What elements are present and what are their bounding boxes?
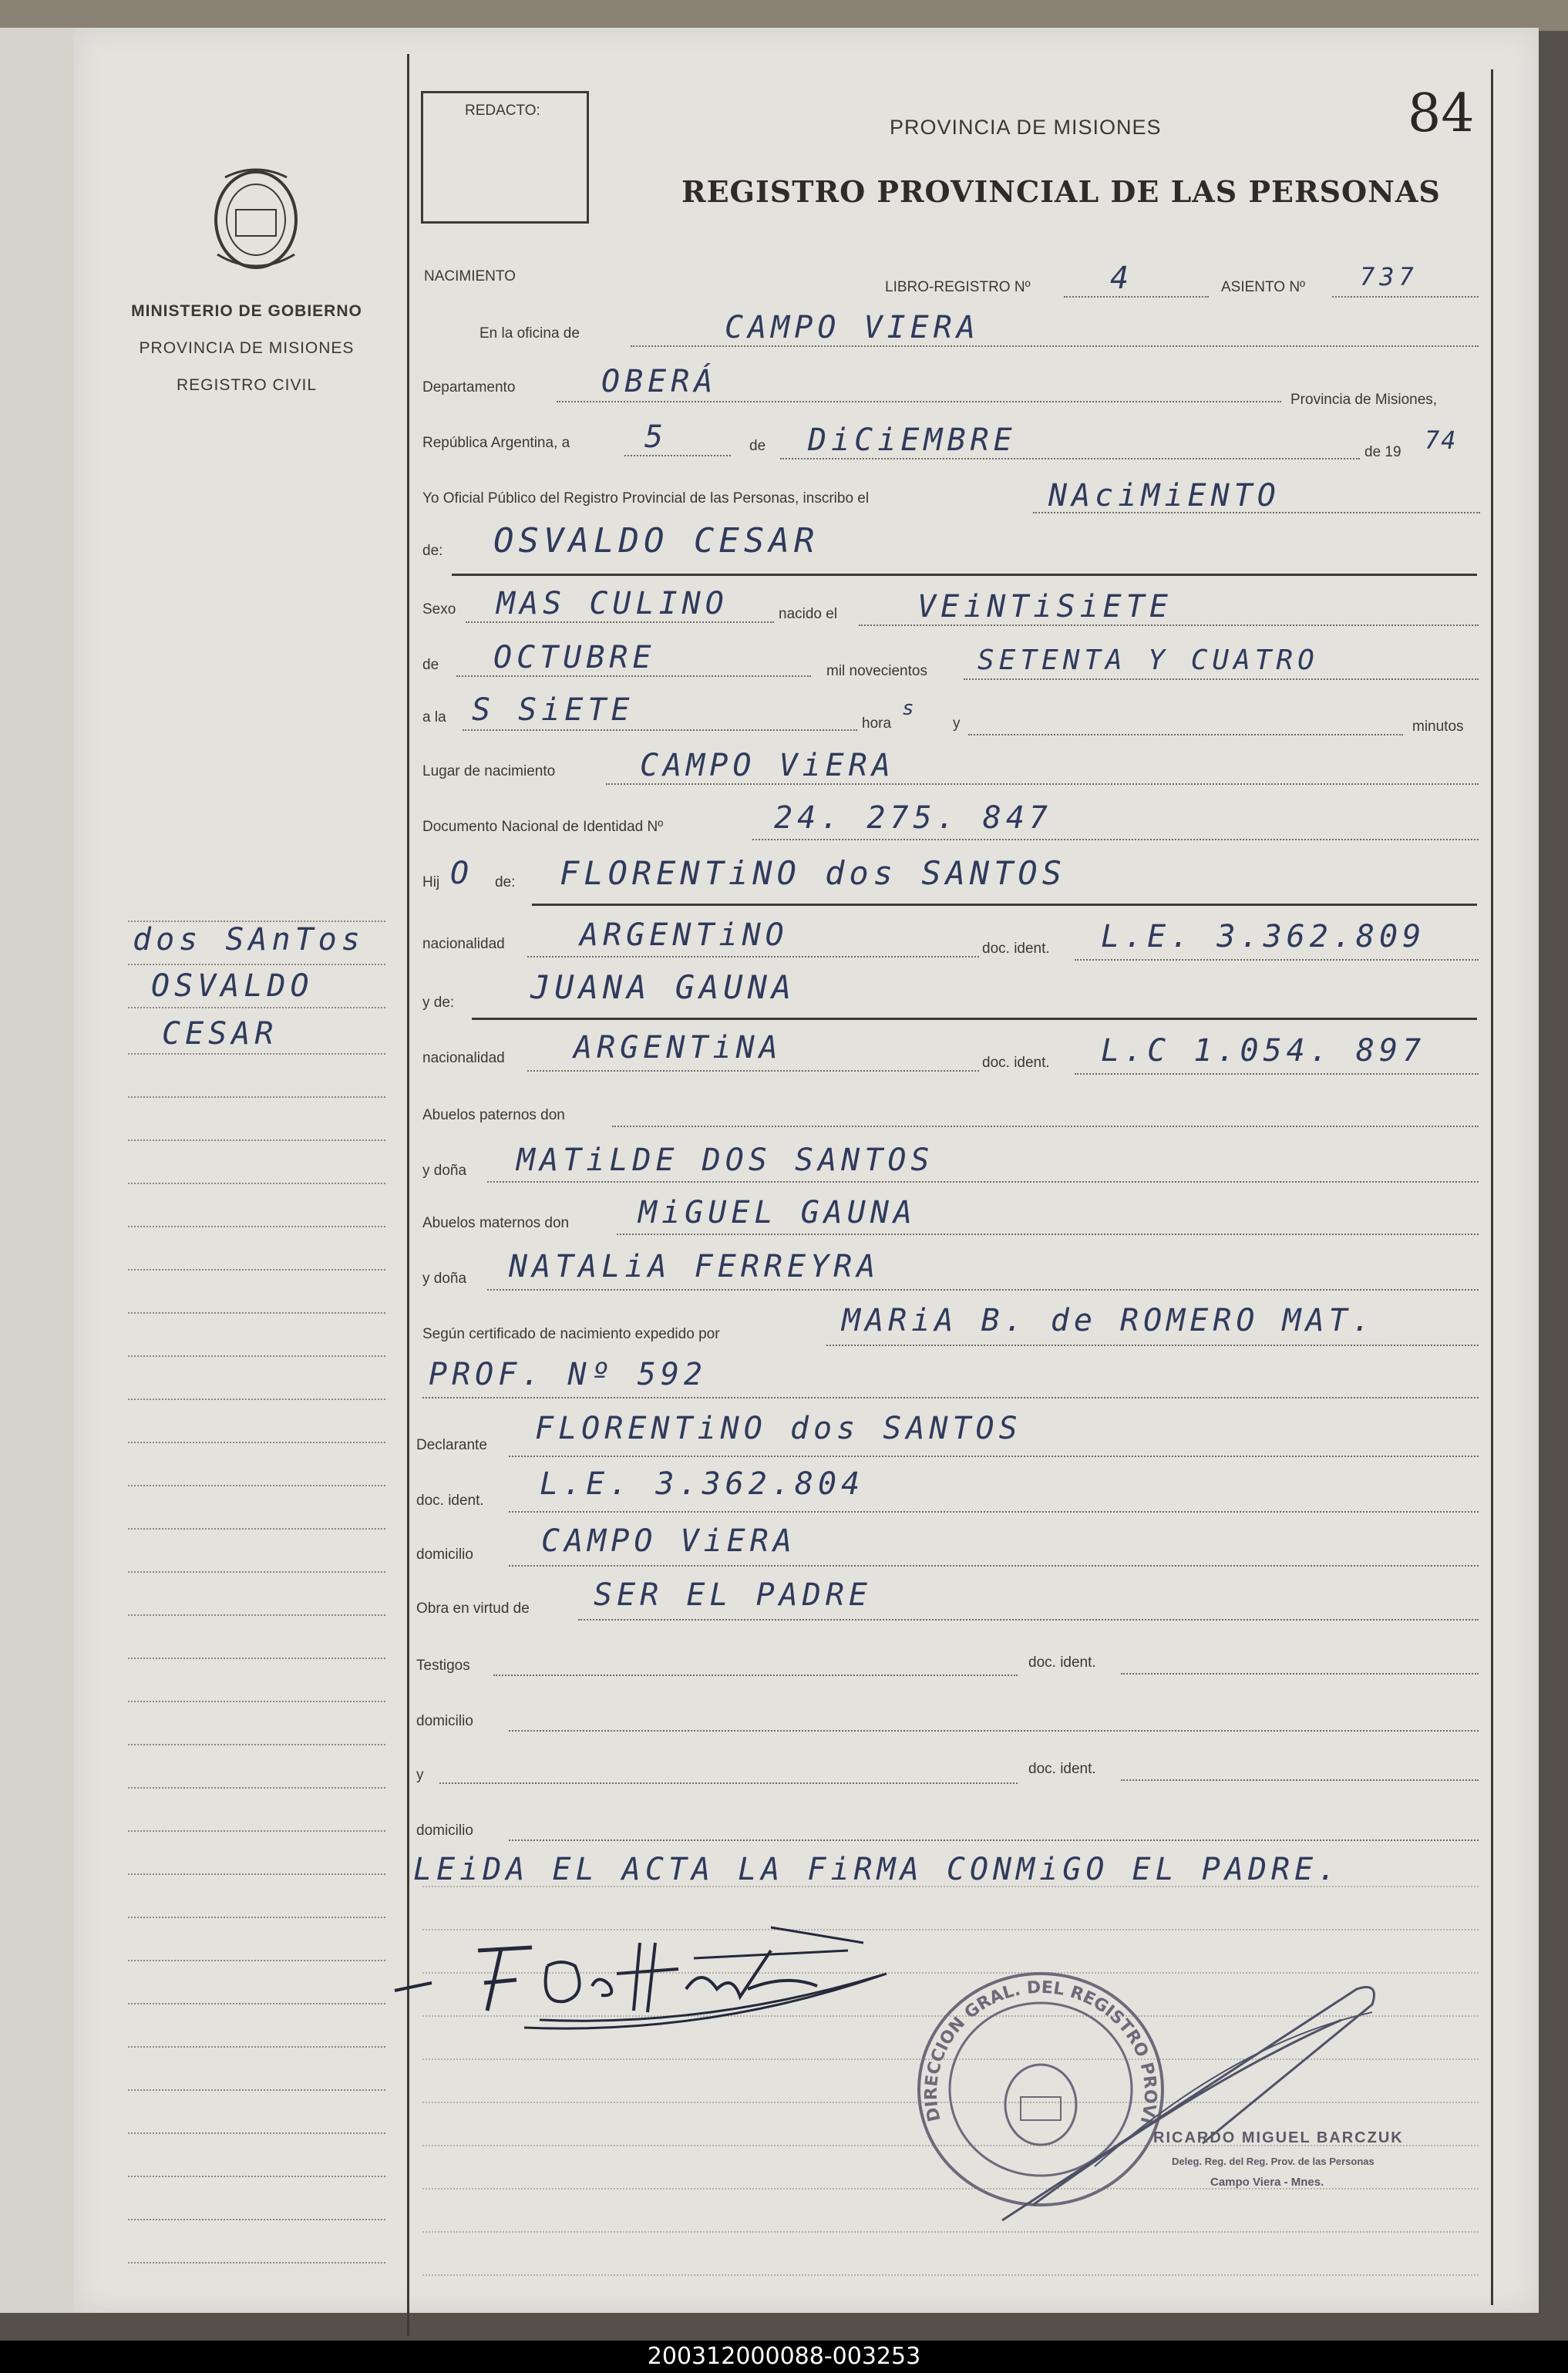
previous-page-edge [0, 28, 74, 2313]
mother-de-label: y de: [422, 995, 455, 1011]
testigo-2-domicilio-line [509, 1839, 1479, 1841]
mother-doc-value: L.C 1.054. 897 [1101, 1033, 1426, 1069]
libro-value: 4 [1110, 261, 1134, 296]
republica-label: República Argentina, a [422, 435, 570, 451]
margin-line [128, 921, 385, 922]
lugar-label: Lugar de nacimiento [422, 763, 556, 779]
abuela-materna-line [487, 1289, 1479, 1291]
certificado-value-2: PROF. Nº 592 [429, 1357, 707, 1392]
y-label: y [953, 715, 961, 732]
testigo-2-line [439, 1782, 1018, 1784]
testigos-label: Testigos [416, 1658, 470, 1674]
abuelo-materno-line [617, 1234, 1479, 1235]
margin-line [128, 1269, 385, 1271]
coat-of-arms-icon [202, 162, 310, 278]
abuela-paterna-label: y doña [422, 1163, 467, 1179]
mother-line [472, 1018, 1477, 1020]
mother-name-value: JUANA GAUNA [530, 968, 796, 1006]
obra-line [578, 1619, 1479, 1621]
name-de-label: de: [422, 543, 443, 559]
declarante-label: Declarante [416, 1437, 487, 1453]
testigo-1-domicilio-line [509, 1730, 1479, 1732]
testigo-1-doc-label: doc. ident. [1028, 1654, 1096, 1671]
blank-line [422, 2274, 1479, 2276]
margin-line [128, 1571, 385, 1573]
a-la-line [463, 729, 857, 731]
margin-line [128, 1960, 385, 1961]
a-la-value: S SiETE [472, 692, 634, 728]
month-line [780, 458, 1360, 459]
officer-name: RICARDO MIGUEL BARCZUK [1153, 2129, 1404, 2146]
hij-label: Hij [422, 874, 440, 890]
abuelo-materno-value: MiGUEL GAUNA [638, 1195, 917, 1230]
provincia-suffix: Provincia de Misiones, [1290, 392, 1438, 408]
blank-line [422, 1886, 1479, 1887]
margin-line [128, 2089, 385, 2091]
sidebar-civil-registry: REGISTRO CIVIL [176, 376, 318, 394]
margin-line [128, 1139, 385, 1141]
abuelo-paterno-line [612, 1126, 1479, 1127]
libro-line [1064, 296, 1209, 298]
abuela-paterna-value: MATiLDE DOS SANTOS [516, 1143, 934, 1178]
testigo-1-line [493, 1675, 1018, 1676]
domicilio-value: CAMPO ViERA [541, 1523, 796, 1559]
declarante-doc-line [509, 1511, 1479, 1513]
child-name-value: OSVALDO CESAR [493, 521, 819, 560]
nacido-value: VEiNTiSiETE [917, 589, 1173, 624]
father-nacionalidad-value: ARGENTiNO [580, 917, 789, 953]
mother-nacionalidad-label: nacionalidad [422, 1050, 505, 1066]
testigo-2-doc-line [1121, 1779, 1479, 1781]
margin-line [128, 1053, 385, 1055]
father-doc-label: doc. ident. [982, 941, 1050, 957]
sexo-value: MAS CULINO [496, 586, 728, 621]
margin-line [128, 2132, 385, 2134]
hij-value: O [450, 856, 474, 891]
domicilio-label: domicilio [416, 1547, 473, 1563]
birth-year-value: SETENTA Y CUATRO [977, 645, 1319, 676]
asiento-value: 737 [1360, 262, 1418, 291]
oficial-value: NAciMiENTO [1048, 478, 1280, 513]
minutes-line [968, 734, 1403, 735]
margin-line [128, 2003, 385, 2004]
margin-line [128, 2219, 385, 2220]
asiento-line [1332, 296, 1479, 298]
hora-suffix: s [902, 697, 919, 720]
domicilio-line [509, 1565, 1479, 1567]
sexo-label: Sexo [422, 601, 456, 618]
testigo-1-domicilio-label: domicilio [416, 1713, 473, 1729]
redacto-box [421, 91, 589, 224]
right-border [1491, 69, 1493, 2305]
sidebar-province: PROVINCIA DE MISIONES [139, 339, 355, 357]
birth-month-line [456, 675, 811, 677]
departamento-line [557, 401, 1281, 402]
margin-note-surname: dos SAnTos [133, 922, 365, 958]
declarante-line [509, 1456, 1479, 1457]
father-name-value: FLORENTiNO dos SANTOS [560, 854, 1067, 892]
redacto-label: REDACTO: [465, 103, 540, 119]
father-de-label: de: [495, 874, 516, 890]
seal-text: DIRECCION GRAL. DEL REGISTRO PROVI [921, 1978, 1160, 2126]
closing-statement: LEiDA EL ACTA LA FiRMA CONMiGO EL PADRE. [413, 1852, 1341, 1887]
oficina-line [631, 345, 1479, 347]
oficial-label: Yo Oficial Público del Registro Provincial de las Personas, inscribo el [422, 490, 870, 507]
libro-label: LIBRO-REGISTRO Nº [885, 279, 1031, 295]
margin-line [128, 1701, 385, 1702]
dni-value: 24. 275. 847 [774, 800, 1052, 836]
sexo-line [466, 621, 774, 623]
birth-month-value: OCTUBRE [493, 640, 656, 675]
certificado-line-2 [422, 1397, 1479, 1399]
lugar-value: CAMPO ViERA [640, 748, 895, 783]
margin-line [128, 2262, 385, 2264]
certificado-line [826, 1345, 1479, 1346]
margin-line [128, 1744, 385, 1745]
father-nacionalidad-label: nacionalidad [422, 936, 505, 952]
declarante-doc-label: doc. ident. [416, 1493, 484, 1509]
province-heading: PROVINCIA DE MISIONES [890, 116, 1162, 139]
abuela-paterna-line [487, 1181, 1479, 1183]
dni-label: Documento Nacional de Identidad Nº [422, 819, 664, 835]
nacido-line [859, 624, 1479, 626]
abuelos-paternos-label: Abuelos paternos don [422, 1107, 565, 1123]
departamento-value: OBERÁ [601, 364, 718, 399]
mil-label: mil novecientos [826, 663, 927, 679]
name-line [452, 574, 1477, 576]
certificado-label: Según certificado de nacimiento expedido por [422, 1326, 720, 1342]
declarante-doc-value: L.E. 3.362.804 [540, 1466, 865, 1502]
margin-line [128, 2046, 385, 2048]
obra-value: SER EL PADRE [594, 1577, 872, 1613]
margin-line [128, 1528, 385, 1530]
book-binding [0, 0, 1568, 31]
margin-line [128, 1096, 385, 1098]
dni-line [752, 839, 1479, 840]
ministry-heading: MINISTERIO DE GOBIERNO [131, 302, 362, 320]
margin-line [128, 1917, 385, 1918]
mother-nacionalidad-value: ARGENTiNA [574, 1030, 782, 1065]
mil-line [964, 678, 1479, 680]
margin-line [128, 1787, 385, 1789]
officer-signature [971, 1974, 1403, 2236]
margin-line [128, 1614, 385, 1616]
de-label: de [749, 438, 766, 454]
day-line [624, 455, 731, 456]
margin-line [128, 1399, 385, 1400]
obra-label: Obra en virtud de [416, 1601, 530, 1617]
officer-title: Deleg. Reg. del Reg. Prov. de las Personas [1172, 2156, 1375, 2167]
abuela-materna-value: NATALiA FERREYRA [509, 1249, 880, 1284]
departamento-label: Departamento [422, 379, 516, 396]
margin-note-first-name: OSVALDO [151, 968, 314, 1004]
margin-line [128, 1658, 385, 1659]
margin-line [128, 1312, 385, 1314]
margin-line [128, 1226, 385, 1227]
oficina-label: En la oficina de [479, 325, 580, 342]
declarante-value: FLORENTiNO dos SANTOS [535, 1411, 1022, 1446]
registry-heading: REGISTRO PROVINCIAL DE LAS PERSONAS [681, 174, 1441, 209]
margin-line [128, 1442, 385, 1443]
certificado-value: MARiA B. de ROMERO MAT. [842, 1303, 1375, 1338]
year-label: de 19 [1364, 444, 1401, 460]
archive-id-bar [0, 2341, 1568, 2373]
day-value: 5 [644, 419, 668, 455]
declarant-signature [385, 1912, 894, 2035]
testigo-2-domicilio-label: domicilio [416, 1823, 473, 1839]
margin-line [128, 1183, 385, 1184]
nacido-label: nacido el [779, 606, 838, 622]
archive-id: 200312000088-003253 [647, 2343, 921, 2370]
minutos-label: minutos [1412, 719, 1464, 735]
testigo-2-y-label: y [416, 1767, 424, 1783]
abuela-materna-label: y doña [422, 1271, 467, 1287]
year-value: 74 [1425, 426, 1458, 455]
father-line [532, 904, 1477, 906]
margin-line [128, 2176, 385, 2177]
margin-line [128, 1007, 385, 1008]
father-doc-line [1075, 959, 1479, 961]
father-nacionalidad-line [527, 956, 979, 958]
mother-doc-line [1075, 1073, 1479, 1075]
month-value: DiCiEMBRE [808, 422, 1017, 458]
testigo-1-doc-line [1121, 1673, 1479, 1675]
mother-doc-label: doc. ident. [982, 1055, 1050, 1071]
birth-month-label: de [422, 657, 439, 673]
record-type-label: NACIMIENTO [424, 268, 516, 284]
officer-location: Campo Viera - Mnes. [1210, 2176, 1324, 2189]
asiento-label: ASIENTO Nº [1221, 279, 1305, 295]
lugar-line [606, 783, 1479, 785]
father-doc-value: L.E. 3.362.809 [1101, 919, 1426, 954]
margin-line [128, 1830, 385, 1832]
abuelos-maternos-label: Abuelos maternos don [422, 1215, 570, 1231]
margin-line [128, 1355, 385, 1357]
margin-line [128, 1485, 385, 1486]
folio-number: 84 [1408, 83, 1475, 144]
a-la-label: a la [422, 709, 446, 725]
margin-line [128, 964, 385, 965]
testigo-2-doc-label: doc. ident. [1028, 1761, 1096, 1777]
margin-line [128, 1873, 385, 1875]
oficina-value: CAMPO VIERA [725, 310, 980, 345]
hora-label: hora [862, 715, 892, 732]
mother-nacionalidad-line [527, 1070, 979, 1072]
margin-note-second-name: CESAR [162, 1016, 278, 1052]
